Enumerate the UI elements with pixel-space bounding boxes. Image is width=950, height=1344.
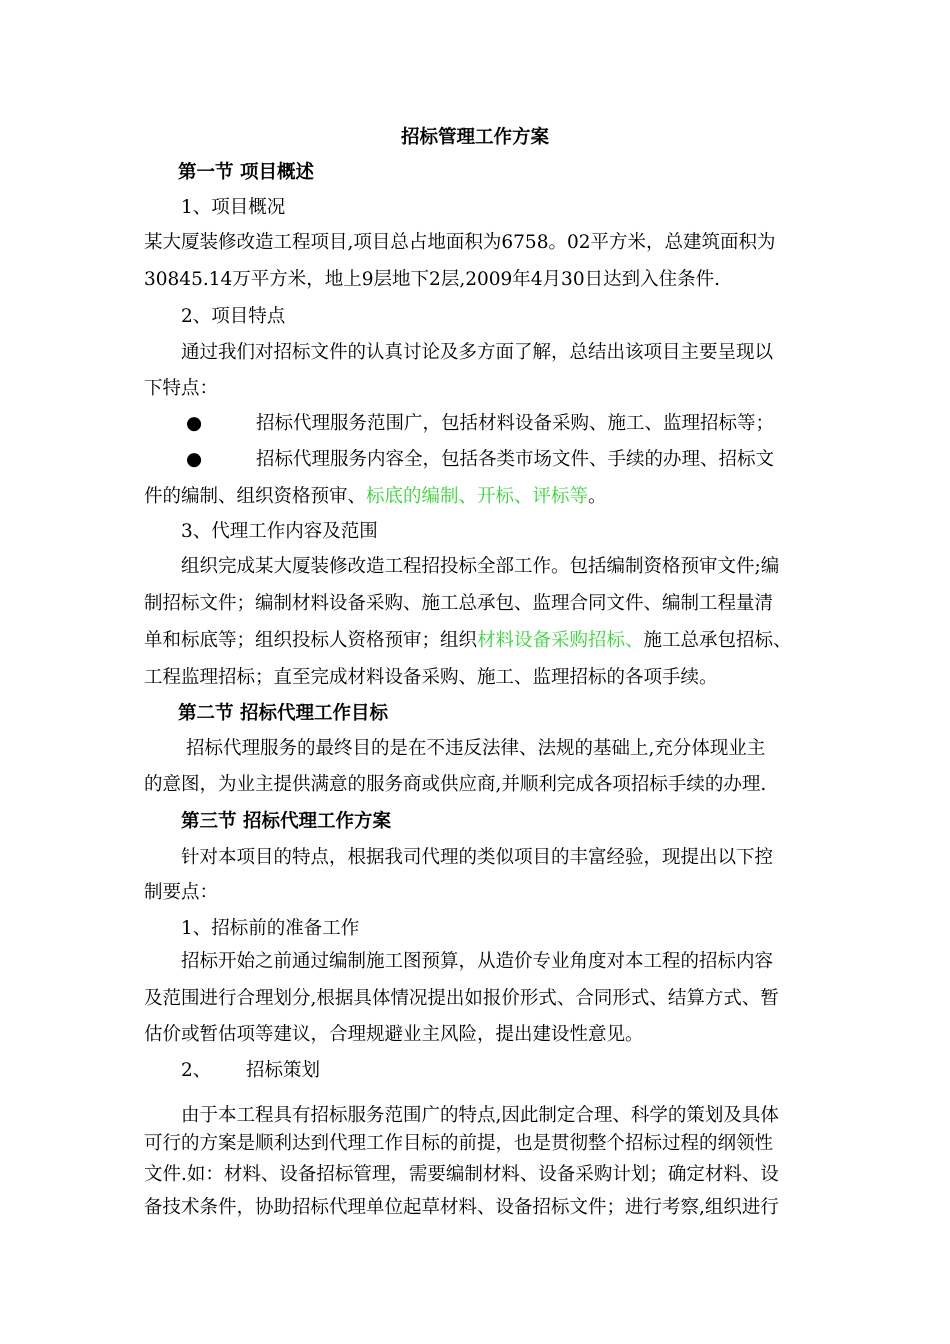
paragraph-line: 30845.14万平方米，地上9层地下2层,2009年4月30日达到入住条件. [144,269,720,290]
bullet-icon: ● [186,413,203,434]
subheading-preparation: 1、招标前的准备工作 [181,918,360,939]
paragraph-line: 组织完成某大厦装修改造工程招投标全部工作。包括编制资格预审文件;编 [181,556,780,577]
paragraph-line: 及范围进行合理划分,根据具体情况提出如报价形式、合同形式、结算方式、暂 [144,988,779,1009]
paragraph-line: 下特点： [144,378,219,399]
subheading-agency-scope: 3、代理工作内容及范围 [181,521,378,542]
paragraph-line: 可行的方案是顺利达到代理工作目标的前提，也是贯彻整个招标过程的纲领性 [144,1133,774,1154]
highlighted-text: 材料设备采购招标、 [477,630,644,651]
paragraph-line: 制要点： [144,882,219,903]
bullet-item: 招标代理服务范围广，包括材料设备采购、施工、监理招标等； [256,413,775,434]
paragraph-line: 制招标文件；编制材料设备采购、施工总承包、监理合同文件、编制工程量清 [144,593,774,614]
text-run: 。 [588,486,607,507]
bullet-icon: ● [186,449,203,470]
paragraph-line [144,629,792,653]
paragraph-line: 某大厦装修改造工程项目,项目总占地面积为6758。02平方米，总建筑面积为 [144,232,776,253]
paragraph-line: 招标代理服务的最终目的是在不违反法律、法规的基础上,充分体现业主 [186,738,766,759]
bullet-item: 招标代理服务内容全，包括各类市场文件、手续的办理、招标文 [256,449,775,470]
paragraph-line: 由于本工程具有招标服务范围广的特点,因此制定合理、科学的策划及具体 [181,1105,779,1126]
paragraph-line: 针对本项目的特点，根据我司代理的类似项目的丰富经验，现提出以下控 [181,847,774,868]
paragraph-line [144,485,607,509]
subheading-project-features: 2、项目特点 [181,306,286,327]
paragraph-line: 通过我们对招标文件的认真讨论及多方面了解，总结出该项目主要呈现以 [181,342,774,363]
highlighted-text: 标底的编制、开标、评标等 [366,486,589,507]
text-run: 施工总承包招标、 [643,630,792,651]
subheading-tender-planning: 招标策划 [246,1060,321,1081]
paragraph-line: 文件.如：材料、设备招标管理，需要编制材料、设备采购计划；确定材料、设 [144,1164,779,1185]
section-3-heading: 第三节 招标代理工作方案 [181,811,391,832]
text-run: 件的编制、组织资格预审、 [144,486,367,507]
paragraph-line: 工程监理招标；直至完成材料设备采购、施工、监理招标的各项手续。 [144,667,718,688]
document-title: 招标管理工作方案 [400,127,549,148]
text-run: 单和标底等；组织投标人资格预审；组织 [144,630,478,651]
paragraph-line: 招标开始之前通过编制施工图预算，从造价专业角度对本工程的招标内容 [181,951,774,972]
paragraph-line: 估价或暂估项等建议，合理规避业主风险，提出建设性意见。 [144,1024,644,1045]
subheading-number: 2、 [181,1060,212,1081]
subheading-project-overview: 1、项目概况 [181,197,286,218]
paragraph-line: 的意图，为业主提供满意的服务商或供应商,并顺利完成各项招标手续的办理. [144,774,767,795]
paragraph-line: 备技术条件，协助招标代理单位起草材料、设备招标文件；进行考察,组织进行 [144,1197,779,1218]
section-1-heading: 第一节 项目概述 [178,162,314,183]
section-2-heading: 第二节 招标代理工作目标 [178,703,388,724]
